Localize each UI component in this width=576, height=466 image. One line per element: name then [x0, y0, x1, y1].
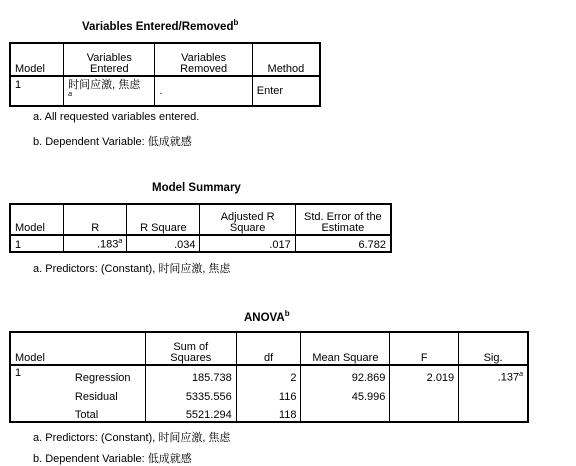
summary-header-adj-r: Adjusted R Square: [200, 204, 295, 235]
vars-header-entered: Variables Entered: [64, 43, 155, 76]
vars-note-a: a. All requested variables entered.: [33, 111, 200, 123]
vars-header-method: Method: [252, 43, 320, 76]
anova-row-f: [390, 384, 459, 403]
anova-row-total: [10, 403, 528, 422]
summary-title: Model Summary: [152, 182, 241, 194]
vars-title: Variables Entered/Removed$^b$: [82, 18, 239, 33]
vars-row-removed: .: [155, 76, 252, 106]
anova-row-df: 116: [236, 384, 301, 403]
anova-row-df: 2: [236, 365, 301, 384]
anova-row-ms: 92.869: [301, 365, 390, 384]
anova-note-a: a. Predictors: (Constant), 时间应激, 焦虑: [33, 432, 231, 444]
anova-row-df: 118: [236, 403, 301, 422]
anova-header-ss: Sum of Squares: [145, 332, 236, 365]
anova-row-label: Total: [63, 403, 145, 422]
anova-header-df: df: [236, 332, 301, 365]
vars-header-model: Model: [10, 43, 64, 76]
anova-row-label: Regression: [63, 365, 145, 384]
vars-row-method: Enter: [256, 84, 284, 97]
anova-row-ss: 5335.556: [145, 384, 236, 403]
summary-header-r: R: [64, 204, 127, 235]
summary-row-model: 1: [10, 235, 64, 252]
summary-row-std-error: 6.782: [358, 239, 386, 251]
anova-row-model: 1: [15, 367, 22, 379]
vars-note-b: b. Dependent Variable: 低成就感: [33, 136, 192, 148]
vars-table: [9, 42, 321, 107]
anova-header-blank: [63, 332, 145, 365]
anova-row-regression: [10, 365, 528, 384]
vars-row-model: 1: [10, 76, 64, 106]
anova-header-f: F: [390, 332, 459, 365]
anova-row-ss: 185.738: [145, 365, 236, 384]
vars-row-entered: 时间应激, 焦虑 $^a$: [64, 76, 155, 106]
vars-header-removed: Variables Removed: [155, 43, 252, 76]
summary-row-r-square: .034: [127, 235, 200, 252]
anova-header-sig: Sig.: [459, 332, 528, 365]
anova-header-model: Model: [10, 332, 63, 365]
anova-row-residual: [10, 384, 528, 403]
anova-row-label: Residual: [63, 384, 145, 403]
anova-title: ANOVA$^b$: [244, 309, 290, 324]
summary-header-model: Model: [10, 204, 64, 235]
summary-row-r: .183$^a$: [64, 235, 127, 252]
anova-row-sig: [459, 384, 528, 403]
anova-row-f: 2.019: [390, 365, 459, 384]
anova-row-ms: 45.996: [301, 384, 390, 403]
anova-row-ss: 5521.294: [145, 403, 236, 422]
anova-row-sig: .137$^a$: [497, 371, 523, 384]
summary-row-adj-r: .017: [200, 235, 295, 252]
anova-row-ms: [301, 403, 390, 422]
anova-row-f: [390, 403, 459, 422]
summary-table: [9, 203, 392, 253]
anova-note-b: b. Dependent Variable: 低成就感: [33, 453, 192, 465]
summary-note-a: a. Predictors: (Constant), 时间应激, 焦虑: [33, 263, 231, 275]
summary-header-std-error: Std. Error of the Estimate: [295, 204, 391, 235]
summary-header-r-square: R Square: [127, 204, 200, 235]
anova-header-ms: Mean Square: [301, 332, 390, 365]
anova-table: [9, 331, 529, 423]
anova-row-sig: [459, 403, 528, 422]
